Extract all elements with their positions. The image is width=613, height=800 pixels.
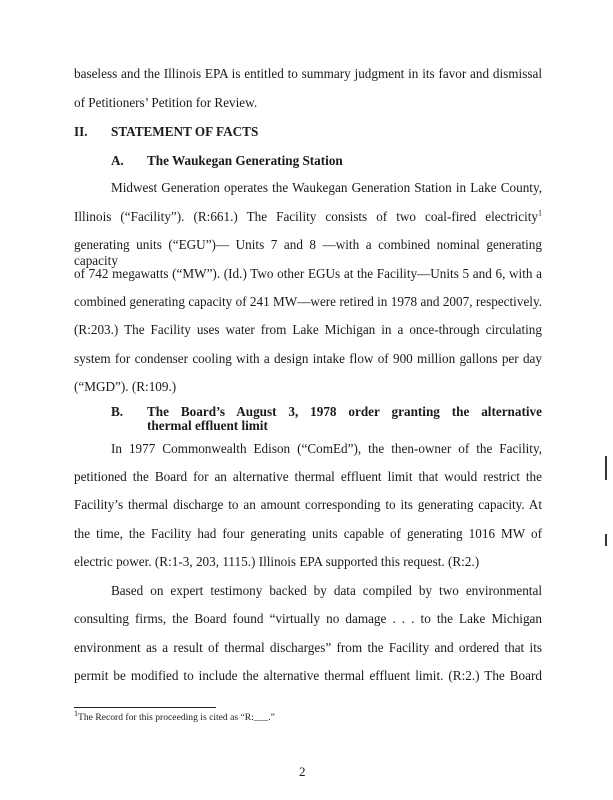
section-number: II. <box>74 124 88 139</box>
body-line: generating units (“EGU”)— Units 7 and 8 —with a combined nominal generating capacity <box>74 237 542 268</box>
footnote-rule <box>74 707 216 708</box>
body-line: petitioned the Board for an alternative thermal effluent limit that would restrict the <box>74 469 542 484</box>
body-line: combined generating capacity of 241 MW—were retired in 1978 and 2007, respectively. <box>74 294 542 309</box>
body-line: (“MGD”). (R:109.) <box>74 379 177 394</box>
subsection-heading: The Waukegan Generating Station <box>147 153 343 168</box>
body-line: permit be modified to include the alternative thermal effluent limit. (R:2.) The Board <box>74 668 542 683</box>
page-number: 2 <box>299 764 306 779</box>
body-line: Based on expert testimony backed by data compiled by two environmental <box>111 583 542 598</box>
body-line: baseless and the Illinois EPA is entitled to summary judgment in its favor and dismissal <box>74 66 542 81</box>
body-line: of 742 megawatts (“MW”). (Id.) Two other EGUs at the Facility—Units 5 and 6, with a <box>74 266 542 281</box>
body-line: (R:203.) The Facility uses water from Lake Michigan in a once-through circulating <box>74 322 542 337</box>
scan-edge-mark <box>605 456 607 480</box>
subsection-heading-cont: thermal effluent limit <box>147 418 268 433</box>
body-line: Illinois (“Facility”). (R:661.) The Facility consists of two coal-fired electricity$^1$ <box>74 208 542 224</box>
body-line: electric power. (R:1-3, 203, 1115.) Illinois EPA supported this request. (R:2.) <box>74 554 480 569</box>
body-line: consulting firms, the Board found “virtually no damage . . . to the Lake Michigan <box>74 611 542 626</box>
scan-edge-mark <box>605 534 607 546</box>
subsection-letter: B. <box>111 404 124 419</box>
footnote-marker: 1 <box>74 708 78 718</box>
body-line: In 1977 Commonwealth Edison (“ComEd”), the then-owner of the Facility, <box>111 441 542 456</box>
body-line: system for condenser cooling with a design intake flow of 900 million gallons per day <box>74 351 542 366</box>
body-line: Midwest Generation operates the Waukegan Generation Station in Lake County, <box>111 180 542 195</box>
footnote-marker: 1 <box>538 208 542 218</box>
body-line: environment as a result of thermal discharges” from the Facility and ordered that its <box>74 640 542 655</box>
footnote: $^1$The Record for this proceeding is cited as “R:___.” <box>74 708 275 723</box>
section-heading: STATEMENT OF FACTS <box>111 124 259 139</box>
subsection-heading: The Board’s August 3, 1978 order granting the alternative <box>147 404 542 419</box>
body-line: the time, the Facility had four generating units capable of generating 1016 MW of <box>74 526 542 541</box>
subsection-letter: A. <box>111 153 124 168</box>
body-line: of Petitioners’ Petition for Review. <box>74 95 258 110</box>
body-line: Facility’s thermal discharge to an amount corresponding to its generating capacity. At <box>74 497 542 512</box>
